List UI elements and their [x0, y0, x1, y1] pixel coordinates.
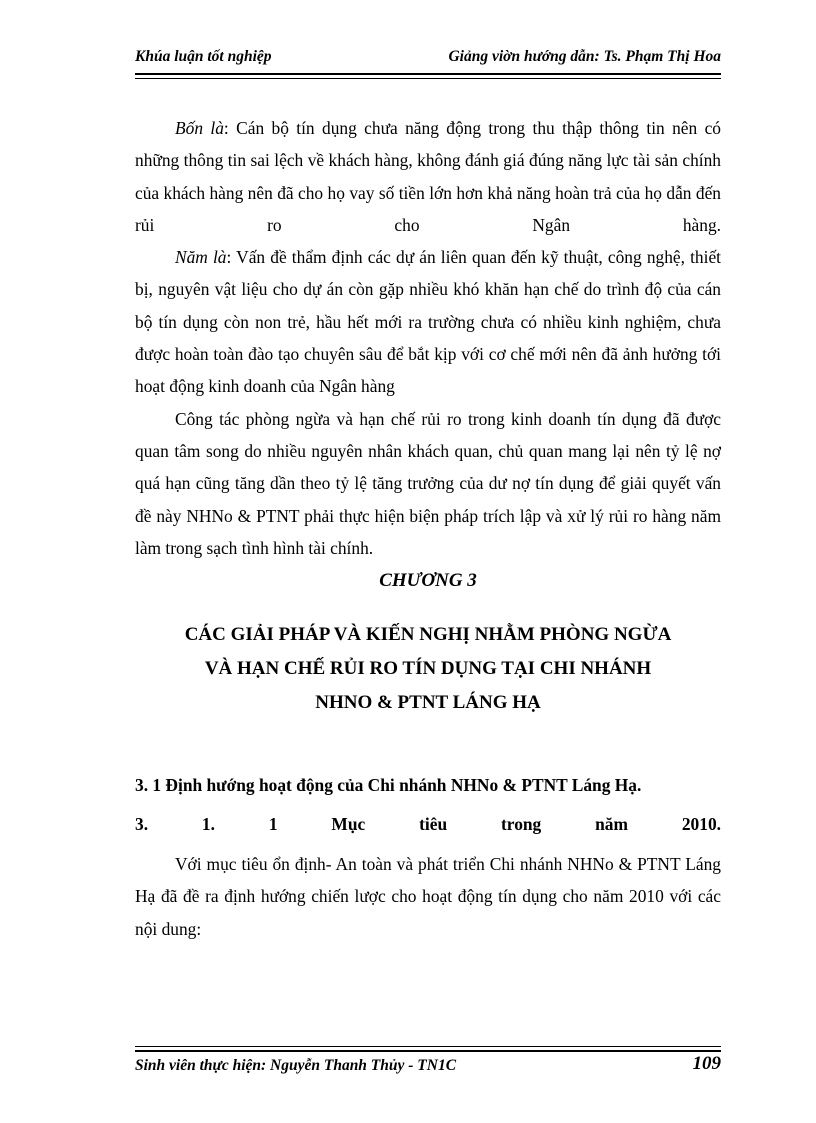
paragraph-text-bon-la: : Cán bộ tín dụng chưa năng động trong thu thập thông tin nên có những thông tin sai lệch về khách hàng, không đánh giá đúng năng lực tài sản chính của khách hàng nên đã cho họ vay số tiền lớn hơn khả năng hoàn trả của họ dẫn đến rủi ro cho Ngân hàng.: [135, 118, 721, 235]
paragraph-text-nam-la: : Vấn đề thẩm định các dự án liên quan đến kỹ thuật, công nghệ, thiết bị, nguyên vật liệu cho dự án còn gặp nhiều khó khăn hạn chế do trình độ của cán bộ tín dụng còn non trẻ, hầu hết mới ra trường chưa có nhiều kinh nghiệm, chưa được hoàn toàn đào tạo chuyên sâu để bắt kịp với cơ chế mới nên đã ảnh hưởng tới hoạt động kinh doanh của Ngân hàng: [135, 247, 722, 397]
header-rule-thick: [135, 73, 721, 75]
chapter-title: [135, 618, 721, 720]
footer-rule-thick: [135, 1050, 721, 1052]
body-text: [135, 112, 721, 564]
header-rule-thin: [135, 78, 721, 79]
chapter-title-line-2: VÀ HẠN CHẾ RỦI RO TÍN DỤNG TẠI CHI NHÁNH: [204, 658, 652, 679]
chapter-title-line-1: CÁC GIẢI PHÁP VÀ KIẾN NGHỊ NHẰM PHÒNG NGỪA: [184, 624, 672, 645]
page-header: [135, 48, 721, 74]
paragraph-lead-bon-la: Bốn là: [175, 118, 224, 138]
section-heading-3-1: 3. 1 Định hướng hoạt động của Chi nhánh NHNo & PTNT Láng Hạ.: [135, 775, 642, 795]
footer-student-label: Sinh viên thực hiện: Nguyễn Thanh Thủy - TN1C: [135, 1057, 457, 1074]
paragraph-nam-la: [135, 241, 721, 402]
paragraph-lead-nam-la: Năm là: [175, 247, 227, 268]
page-number: 109: [692, 1053, 721, 1074]
header-thesis-label: Khúa luận tốt nghiệp: [135, 48, 272, 65]
paragraph-cong-tac: Công tác phòng ngừa và hạn chế rủi ro trong kinh doanh tín dụng đã được quan tâm song do nhiều nguyên nhân khách quan, chủ quan mang lại nên tỷ lệ nợ quá hạn cũng tăng dần theo tỷ lệ tăng trưởng của dư nợ tín dụng để giải quyết vấn đề này NHNo & PTNT phải thực hiện biện pháp trích lập và xử lý rủi ro hàng năm làm trong sạch tình hình tài chính.: [135, 408, 721, 558]
paragraph-muc-tieu: Với mục tiêu ổn định- An toàn và phát triển Chi nhánh NHNo & PTNT Láng Hạ đã đề ra định hướng chiến lược cho hoạt động tín dụng cho năm 2010 với các nội dung:: [135, 854, 721, 939]
header-supervisor-label: Giảng viờn hướng dẫn: Ts. Phạm Thị Hoa: [448, 48, 721, 65]
section-heading-3-1-1: 3. 1. 1 Mục tiêu trong năm 2010.: [135, 814, 721, 834]
paragraph-bon-la: [135, 112, 721, 241]
footer-rule-thin: [135, 1046, 721, 1047]
chapter-label: CHƯƠNG 3: [379, 570, 477, 591]
chapter-title-line-3: NHNO & PTNT LÁNG HẠ: [315, 692, 541, 713]
body-text-section: [135, 848, 721, 945]
page-footer: [135, 1046, 721, 1076]
